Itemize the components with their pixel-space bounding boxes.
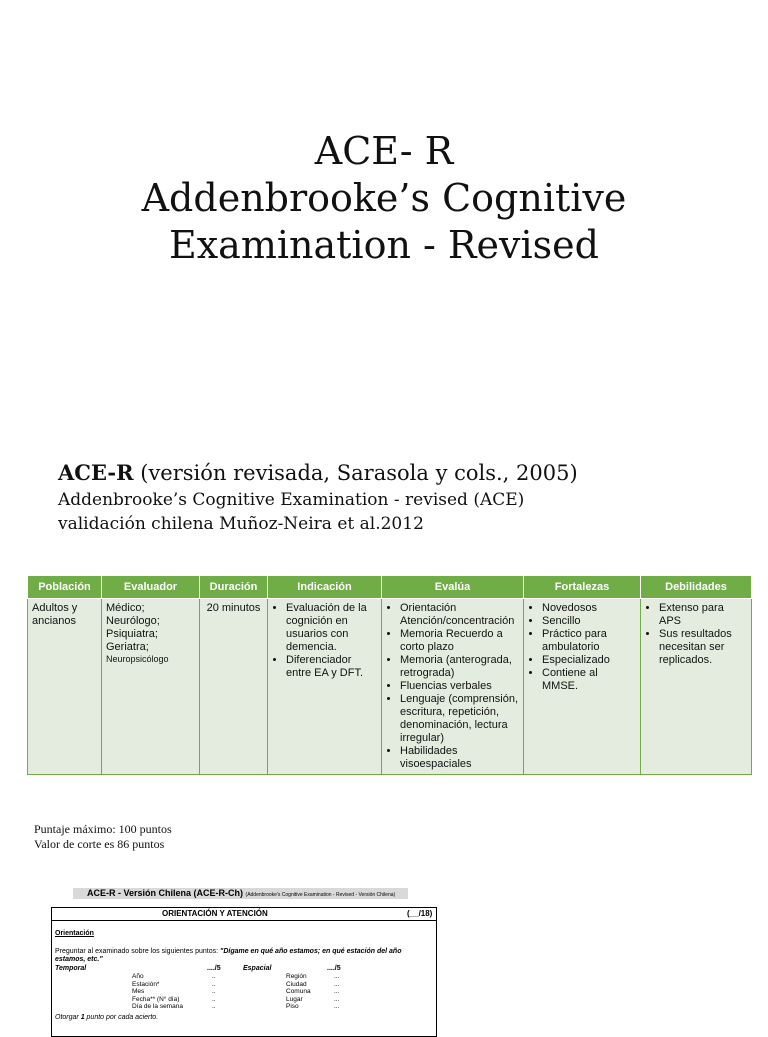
list-item: Mes xyxy=(132,988,145,995)
evaluador-item: Geriatra; xyxy=(106,641,149,653)
list-item: • Fluencias verbales xyxy=(400,680,519,693)
form-section-row xyxy=(52,908,436,921)
table-row xyxy=(28,599,752,775)
evaluador-item: Neuropsicólogo xyxy=(106,654,169,664)
orientation-label: Orientación xyxy=(55,930,94,937)
list-item: Fecha** (N° día) xyxy=(132,995,180,1003)
list-item: • Lenguaje (comprensión, escritura, repetición, denominación, lectura irregular) xyxy=(400,693,519,745)
cell-evaluador xyxy=(102,599,200,775)
list-item: Lugar xyxy=(286,995,303,1003)
title-line-2: Addenbrooke’s Cognitive xyxy=(141,176,627,220)
list-item: • Contiene al MMSE. xyxy=(542,667,636,693)
spatial-label: Espacial xyxy=(243,965,272,972)
form-header-title: ACE-R - Versión Chilena (ACE-R-Ch) xyxy=(87,888,244,898)
cell-debilidades xyxy=(641,599,752,775)
list-item: Día de la semana xyxy=(132,1003,183,1010)
instruction-quote: "Dígame en qué año estamos; en qué estación del año estamos, etc." xyxy=(55,948,402,963)
answer-blank: .. xyxy=(212,1003,216,1010)
version-note: (versión revisada, Sarasola y cols., 2005) xyxy=(133,461,578,485)
scoring-note-pre: Otorgar xyxy=(55,1014,81,1021)
list-item: • Diferenciador entre EA y DFT. xyxy=(286,654,377,680)
title-line-1: ACE- R xyxy=(314,129,454,173)
list-item: • Práctico para ambulatorio xyxy=(542,628,636,654)
temporal-answers xyxy=(212,973,216,1011)
scoring-note xyxy=(55,1014,158,1022)
cell-indicacion xyxy=(268,599,382,775)
form-excerpt xyxy=(51,907,437,1037)
evaluador-item: Médico; xyxy=(106,602,145,614)
header-evaluador: Evaluador xyxy=(102,576,200,599)
list-item: • Especializado xyxy=(542,654,636,667)
cell-poblacion: Adultos y ancianos xyxy=(28,599,102,775)
reference-block xyxy=(58,458,748,536)
cell-fortalezas xyxy=(524,599,641,775)
table-header-row xyxy=(28,576,752,599)
list-item: • Novedosos xyxy=(542,602,636,615)
list-item: • Habilidades visoespaciales xyxy=(400,745,519,771)
header-debilidades: Debilidades xyxy=(641,576,752,599)
answer-blank: ... xyxy=(334,995,340,1003)
list-item: Estación* xyxy=(132,980,160,988)
form-header-note: (Addenbrooke's Cognitive Examination - Revised - Versión Chilena) xyxy=(245,892,396,898)
list-item: • Evaluación de la cognición en usuarios con demencia. xyxy=(286,602,377,654)
list-item: Ciudad xyxy=(286,980,307,988)
header-duracion: Duración xyxy=(200,576,268,599)
list-item: • Memoria (anterograda, retrograda) xyxy=(400,654,519,680)
score-info xyxy=(34,822,172,852)
list-item: • Sus resultados necesitan ser replicados. xyxy=(659,628,747,667)
list-item: Año xyxy=(132,973,144,980)
list-item: Piso xyxy=(286,1003,299,1010)
temporal-label: Temporal xyxy=(55,965,87,972)
answer-blank: .. xyxy=(212,995,216,1003)
answer-blank: ... xyxy=(334,980,340,988)
instruction-text: Preguntar al examinado sobre los siguientes puntos: xyxy=(55,948,220,955)
list-item: • Sencillo xyxy=(542,615,636,628)
answer-blank: ... xyxy=(334,973,340,980)
list-item: Región xyxy=(286,973,307,980)
evaluador-item: Neurólogo; xyxy=(106,615,160,627)
max-score: Puntaje máximo: 100 puntos xyxy=(34,822,172,836)
scoring-note-post: punto por cada acierto. xyxy=(84,1014,159,1021)
spatial-answers xyxy=(334,973,339,1011)
answer-blank: ... xyxy=(334,1003,340,1010)
cell-duracion: 20 minutos xyxy=(200,599,268,775)
temporal-score: ..../5 xyxy=(207,965,221,972)
header-indicacion: Indicación xyxy=(268,576,382,599)
form-section-title: ORIENTACIÓN Y ATENCIÓN xyxy=(162,909,268,918)
evaluador-item: Psiquiatra; xyxy=(106,628,158,640)
cutoff-score: Valor de corte es 86 puntos xyxy=(34,837,165,851)
header-poblacion: Población xyxy=(28,576,102,599)
title-line-3: Examination - Revised xyxy=(169,223,599,267)
form-header xyxy=(73,888,408,899)
summary-table xyxy=(27,575,752,775)
acronym: ACE-R xyxy=(58,460,134,485)
reference-line-2: Addenbrooke’s Cognitive Examination - revised (ACE) xyxy=(58,490,525,510)
header-evalua: Evalúa xyxy=(382,576,524,599)
answer-blank: ... xyxy=(334,988,340,995)
slide-title xyxy=(0,128,768,269)
answer-blank: .. xyxy=(212,980,216,988)
list-item: • Memoria Recuerdo a corto plazo xyxy=(400,628,519,654)
list-item: Comuna xyxy=(286,988,311,995)
scoring-note-points: 1 xyxy=(80,1014,85,1021)
spatial-items xyxy=(286,973,311,1011)
list-item: • Extenso para APS xyxy=(659,602,747,628)
reference-line-1 xyxy=(58,458,748,488)
answer-blank: .. xyxy=(212,988,216,995)
spatial-score: ..../5 xyxy=(327,965,341,972)
reference-line-3: validación chilena Muñoz-Neira et al.2012 xyxy=(58,514,424,534)
temporal-items xyxy=(132,973,183,1011)
form-instruction xyxy=(55,948,433,964)
cell-evalua xyxy=(382,599,524,775)
form-section-score: (__/18) xyxy=(407,909,433,918)
answer-blank: .. xyxy=(212,973,216,980)
list-item: • Orientación Atención/concentración xyxy=(400,602,519,628)
header-fortalezas: Fortalezas xyxy=(524,576,641,599)
